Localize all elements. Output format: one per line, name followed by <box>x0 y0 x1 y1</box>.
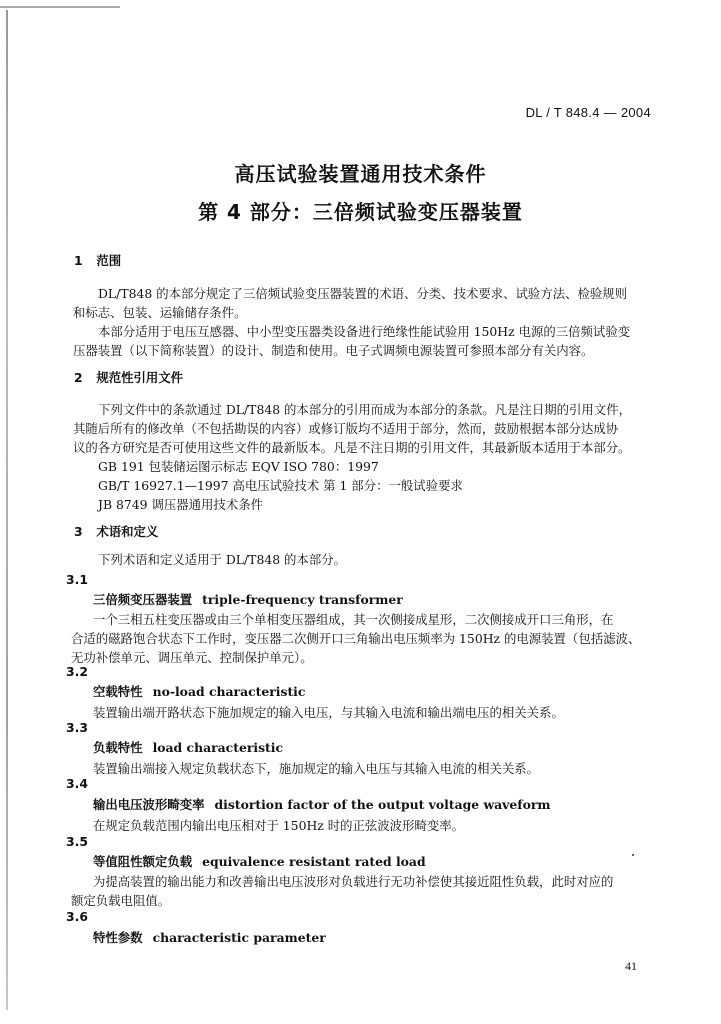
clause-number: 3.2 <box>66 664 88 679</box>
paragraph-line: 本部分适用于电压互感器、中小型变压器类设备进行绝缘性能试验用 150Hz 电源的三倍频试验变 <box>98 324 631 339</box>
paragraph-line: 下列文件中的条款通过 DL/T848 的本部分的引用而成为本部分的条款。凡是注日期的引用文件， <box>98 402 631 417</box>
section-number: 3 <box>74 524 83 539</box>
scan-speck <box>632 854 634 856</box>
section-heading-1 <box>74 253 121 269</box>
paragraph-line: 下列术语和定义适用于 DL/T848 的本部分。 <box>98 552 346 567</box>
term-zh: 负载特性 <box>93 740 143 755</box>
reference-item: GB/T 16927.1—1997 高电压试验技术 第 1 部分：一般试验要求 <box>98 478 463 493</box>
term-zh: 三倍频变压器装置 <box>93 592 193 607</box>
definition-line: 额定负载电阻值。 <box>71 893 171 908</box>
paragraph-line: 和标志、包装、运输储存条件。 <box>73 305 247 320</box>
section-number: 1 <box>74 253 83 268</box>
clause-number: 3.4 <box>66 776 88 791</box>
term-en: characteristic parameter <box>152 930 326 945</box>
clause-number: 3.5 <box>66 834 88 849</box>
term-entry <box>93 930 326 946</box>
section-title: 范围 <box>96 253 122 268</box>
term-en: triple-frequency transformer <box>202 592 403 607</box>
clause-number: 3.6 <box>66 909 88 924</box>
scan-edge-top <box>0 6 120 8</box>
section-heading-3 <box>74 524 158 540</box>
term-en: equivalence resistant rated load <box>202 854 426 869</box>
section-title: 规范性引用文件 <box>96 370 184 385</box>
term-entry <box>93 740 283 756</box>
term-zh: 输出电压波形畸变率 <box>93 797 205 812</box>
paragraph-line: DL/T848 的本部分规定了三倍频试验变压器装置的术语、分类、技术要求、试验方法、检验规则 <box>98 286 628 301</box>
clause-number: 3.3 <box>66 720 88 735</box>
page-number: 41 <box>625 959 637 973</box>
reference-item: GB 191 包装储运图示标志 EQV ISO 780：1997 <box>98 459 379 474</box>
section-number: 2 <box>74 370 83 385</box>
definition-line: 在规定负载范围内输出电压相对于 150Hz 时的正弦波波形畸变率。 <box>93 818 465 833</box>
term-zh: 特性参数 <box>93 930 143 945</box>
paragraph-line: 其随后所有的修改单（不包括勘误的内容）或修订版均不适用于部分，然而，鼓励根据本部分达成协 <box>73 421 619 436</box>
term-en: load characteristic <box>152 740 284 755</box>
reference-item: JB 8749 调压器通用技术条件 <box>98 497 263 512</box>
term-entry <box>93 684 305 700</box>
paragraph-line: 议的各方研究是否可使用这些文件的最新版本。凡是不注日期的引用文件，其最新版本适用于本部分。 <box>73 440 631 455</box>
term-zh: 等值阻性额定负载 <box>93 854 193 869</box>
term-en: no-load characteristic <box>152 684 306 699</box>
definition-line: 装置输出端开路状态下施加规定的输入电压，与其输入电流和输出端电压的相关关系。 <box>93 705 564 720</box>
definition-line: 一个三相五柱变压器或由三个单相变压器组成，其一次侧接成星形，二次侧接成开口三角形，在 <box>93 612 614 627</box>
definition-line: 合适的磁路饱合状态下工作时，变压器二次侧开口三角输出电压频率为 150Hz 的电源装置（包括滤波、 <box>71 631 641 646</box>
section-title: 术语和定义 <box>96 524 159 539</box>
definition-line: 为提高装置的输出能力和改善输出电压波形对负载进行无功补偿使其接近阻性负载，此时对应的 <box>93 874 614 889</box>
term-en: distortion factor of the output voltage waveform <box>214 797 551 812</box>
term-entry <box>93 797 550 813</box>
paragraph-line: 压器装置（以下简称装置）的设计、制造和使用。电子式调频电源装置可参照本部分有关内容。 <box>73 343 594 358</box>
document-subtitle: 第 4 部分：三倍频试验变压器装置 <box>198 200 523 224</box>
definition-line: 无功补偿单元、调压单元、控制保护单元）。 <box>71 650 313 665</box>
section-heading-2 <box>74 370 183 386</box>
clause-number: 3.1 <box>66 572 88 587</box>
document-title: 高压试验装置通用技术条件 <box>234 162 487 186</box>
standard-number: DL / T 848.4 — 2004 <box>525 105 651 120</box>
term-zh: 空载特性 <box>93 684 143 699</box>
term-entry <box>93 592 403 608</box>
term-entry <box>93 854 426 870</box>
definition-line: 装置输出端接入规定负载状态下，施加规定的输入电压与其输入电流的相关关系。 <box>93 761 540 776</box>
